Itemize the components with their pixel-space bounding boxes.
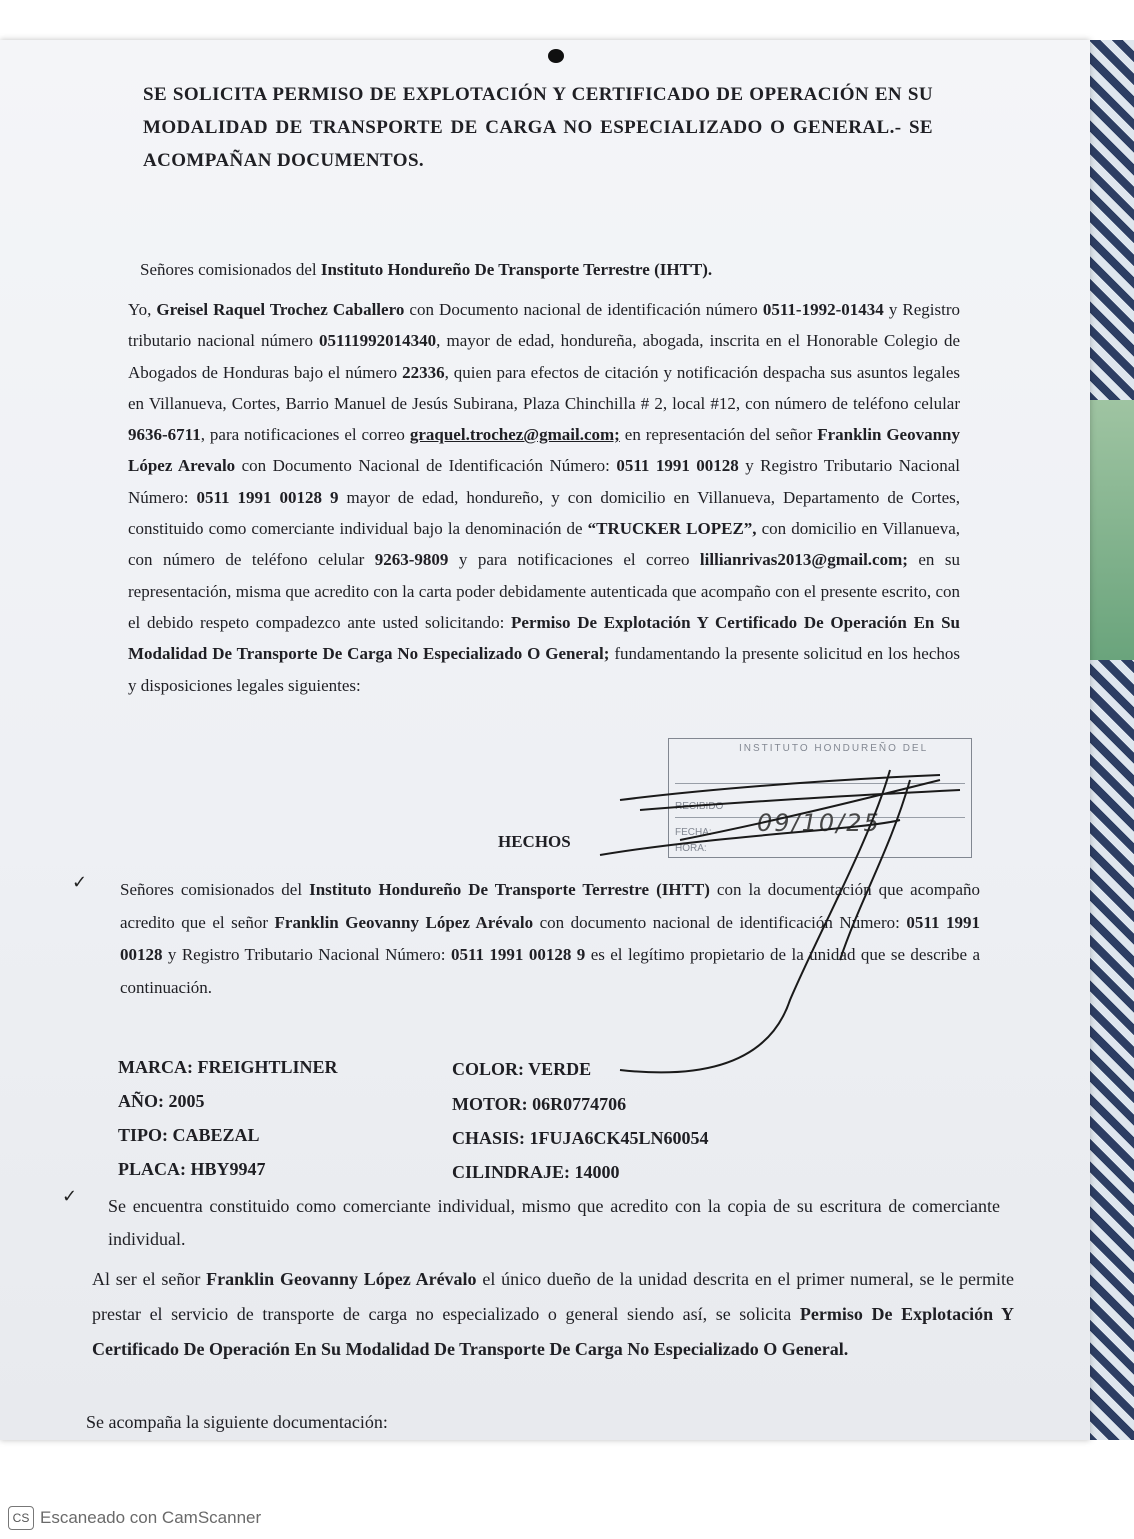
hechos-heading: HECHOS [498,832,571,851]
document-title: SE SOLICITA PERMISO DE EXPLOTACIÓN Y CERTIFICADO DE OPERACIÓN EN SU MODALIDAD DE TRANSPORTE DE CARGA NO ESPECIALIZADO O GENERAL.- SE ACOMPAÑAN DOCUMENTOS. [143,84,933,171]
salutation [140,254,940,285]
vehicle-tipo: TIPO: CABEZAL [118,1125,260,1145]
intro-text-11: y para notificaciones el correo [458,550,690,570]
intro-text-13: fundamentando la presente solicitud en los hechos y disposiciones legales siguientes: [128,644,960,695]
attorney-dni: 0511-1992-01434 [762,300,884,319]
intro-text-8: y Registro Tributario Nacional Número: [128,456,960,507]
hecho1-text-1: Señores comisionados del [120,880,303,899]
hecho3-request-title: Permiso De Explotación Y Certificado De Operación En Su Modalidad De Transporte De Carga No Especializado O General. [92,1304,1015,1359]
client-phone: 9263-9809 [374,550,449,570]
client-dni: 0511 1991 00128 [616,456,739,476]
background-strip [1086,40,1134,1440]
checkmark-icon: ✓ [72,872,88,893]
stamp-date-label: FECHA: [675,827,712,838]
attorney-name: Greisel Raquel Trochez Caballero [156,300,405,319]
attorney-rtn: 05111992014340 [319,331,437,351]
intro-text-1: con Documento nacional de identificación número [409,300,758,319]
hecho1-text-5: es el legítimo propietario de la unidad que se describe a continuación. [120,945,981,997]
client-rtn: 0511 1991 00128 9 [196,487,339,507]
hecho1-institution: Instituto Hondureño De Transporte Terrestre (IHTT) [309,880,710,899]
intro-yo: Yo, [128,300,152,319]
vehicle-motor: MOTOR: 06R0774706 [452,1094,627,1114]
hecho3-text-1: Al ser el señor [92,1269,201,1289]
hecho-2-paragraph: Se encuentra constituido como comerciante individual, mismo que acredito con la copia de su escritura de comerciante individual. [108,1196,1000,1249]
last-line: Se acompaña la siguiente documentación: [86,1412,388,1432]
intro-text-12: en su representación, misma que acredito con la carta poder debidamente autenticada que acompaño con el presente escrito, con el debido respeto compadezco ante usted solicitando: [128,550,960,632]
intro-text-7: con Documento Nacional de Identificación Número: [241,456,610,476]
intro-text-10: con domicilio en Villanueva, con número de teléfono celular [128,519,961,570]
intro-text-4: , quien para efectos de citación y notificación despacha sus asuntos legales en Villanueva, Cortes, Barrio Manuel de Jesús Subirana, Plaza Chinchilla # 2, local #12, con número de teléfono celular [128,362,960,413]
intro-paragraph [128,294,960,701]
checkmark-icon: ✓ [62,1186,78,1207]
business-name: “TRUCKER LOPEZ”, [587,519,757,539]
hecho1-text-2: con la documentación que acompaño acredito que el señor [120,880,980,932]
client-email: lillianrivas2013@gmail.com; [699,550,908,570]
intro-text-6: en representación del señor [624,425,813,445]
hecho-1-paragraph [120,874,980,1004]
hecho3-client-name: Franklin Geovanny López Arévalo [206,1269,477,1289]
vehicle-color: COLOR: VERDE [452,1059,592,1079]
attorney-colegio-number: 22336 [402,362,445,382]
hecho3-text-2: el único dueño de la unidad descrita en el primer numeral, se le permite prestar el servicio de transporte de carga no especializado o general siendo así, se solicita [92,1269,1015,1324]
vehicle-cilindraje: CILINDRAJE: 14000 [452,1162,620,1182]
vehicle-chasis: CHASIS: 1FUJA6CK45LN60054 [452,1128,709,1148]
stamp-received-label: RECIBIDO [675,801,724,812]
client-name: Franklin Geovanny López Arevalo [128,425,961,476]
camscanner-logo: CS [8,1506,34,1530]
stamp-title: INSTITUTO HONDUREÑO DEL [739,743,929,754]
vehicle-placa: PLACA: HBY9947 [118,1159,266,1179]
salutation-institution: Instituto Hondureño De Transporte Terrestre (IHTT). [320,260,713,279]
attorney-email: graquel.trochez@gmail.com; [409,425,620,445]
camscanner-footer: Escaneado con CamScanner [40,1508,262,1527]
stamp-time-label: HORA: [675,843,707,854]
attorney-phone: 9636-6711 [128,425,201,445]
intro-text-2: y Registro tributario nacional número [128,300,961,351]
salutation-prefix: Señores comisionados del [140,260,317,279]
vehicle-marca: MARCA: FREIGHTLINER [118,1057,338,1077]
stamp-handwritten-date: 09/10/25 [757,809,881,837]
intro-text-3: , mayor de edad, hondureña, abogada, inscrita en el Honorable Colegio de Abogados de Honduras bajo el número [128,331,961,382]
intro-text-9: mayor de edad, hondureño, y con domicilio en Villanueva, Departamento de Cortes, constituido como comerciante individual bajo la denominación de [128,487,960,539]
request-title: Permiso De Explotación Y Certificado De Operación En Su Modalidad De Transporte De Carga No Especializado O General; [128,612,960,664]
punch-hole [548,49,564,63]
hecho-3-paragraph [92,1262,1014,1367]
hecho1-client-name: Franklin Geovanny López Arévalo [274,912,534,932]
hecho1-client-rtn: 0511 1991 00128 9 [450,945,586,964]
vehicle-anio: AÑO: 2005 [118,1091,205,1111]
intro-text-5: , para notificaciones el correo [200,425,405,445]
hecho1-client-dni: 0511 1991 00128 [120,912,980,964]
hecho1-text-3: con documento nacional de identificación Número: [539,912,900,932]
hecho1-text-4: y Registro Tributario Nacional Número: [167,945,446,964]
